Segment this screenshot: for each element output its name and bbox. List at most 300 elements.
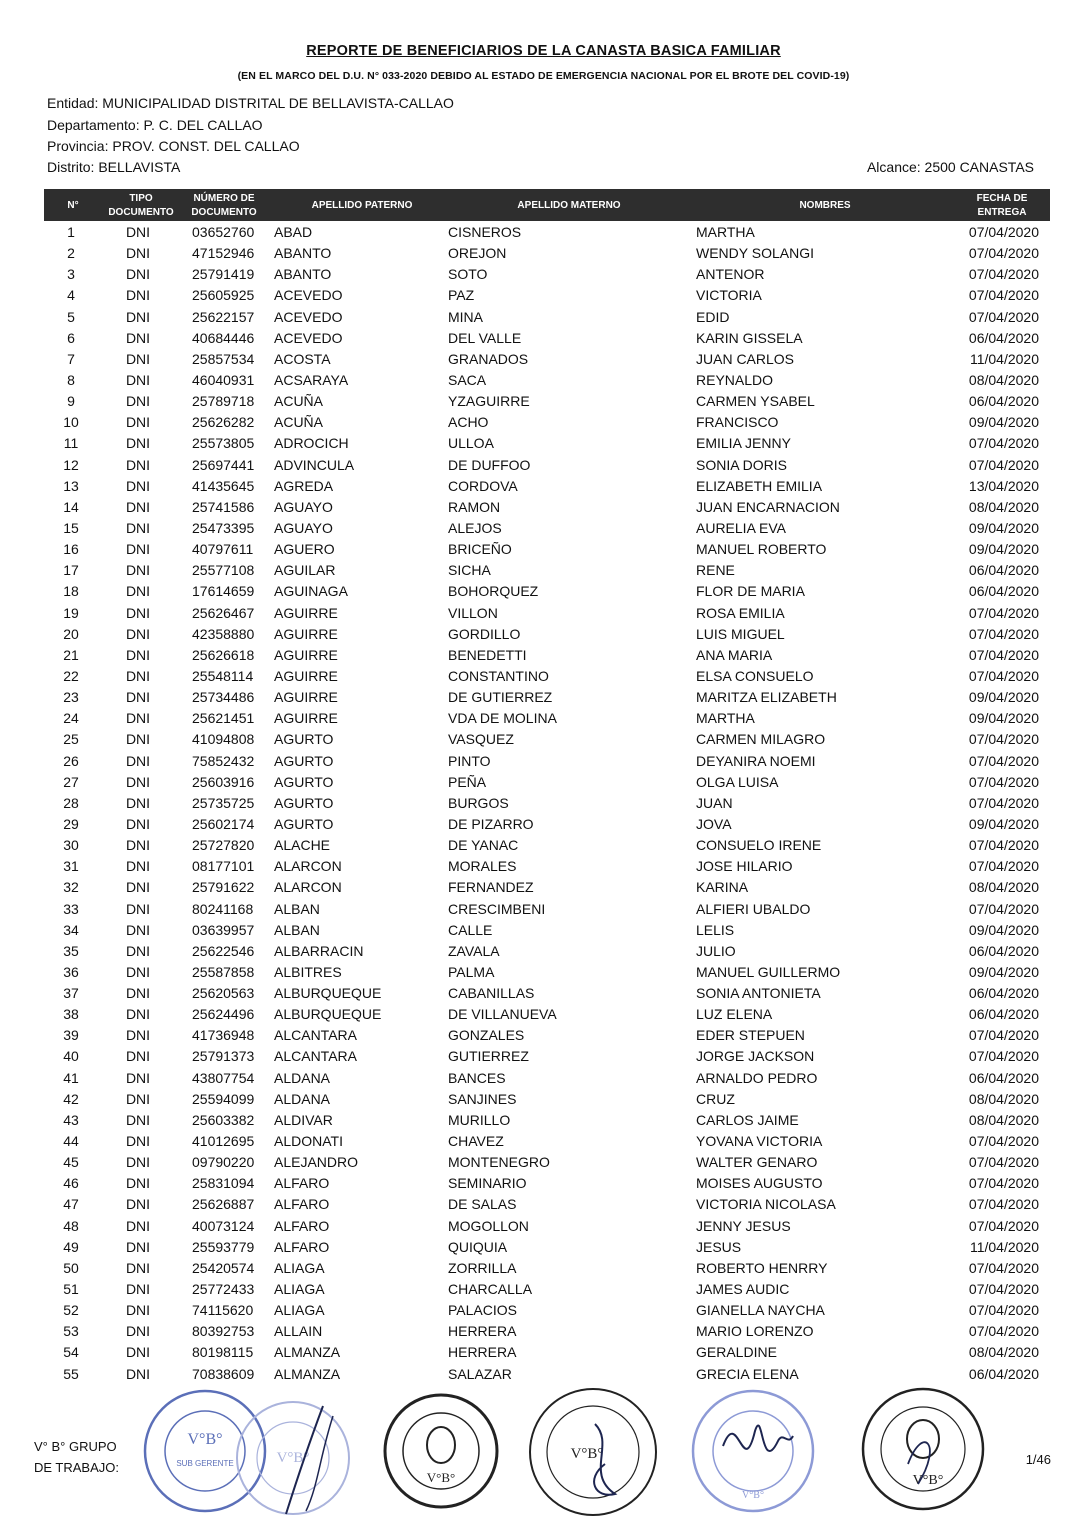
row-doc-number: 41094808 xyxy=(192,731,255,748)
row-apellido-paterno: ACUÑA xyxy=(274,393,324,410)
row-apellido-materno: GORDILLO xyxy=(448,625,521,642)
row-number: 34 xyxy=(63,921,79,938)
header-tipo xyxy=(104,192,178,220)
row-fecha-entrega: 08/04/2020 xyxy=(968,1111,1039,1128)
row-apellido-paterno: ALBURQUEQUE xyxy=(274,985,382,1002)
row-number: 14 xyxy=(63,498,79,515)
row-apellido-paterno: ALFARO xyxy=(274,1175,330,1192)
table-row xyxy=(0,708,1087,729)
row-number: 16 xyxy=(63,541,79,558)
row-apellido-paterno: AGURTO xyxy=(274,731,334,748)
row-doc-type: DNI xyxy=(125,1133,151,1150)
row-doc-number: 41435645 xyxy=(192,477,255,494)
table-row xyxy=(0,222,1087,243)
row-doc-number: 25577108 xyxy=(192,562,255,579)
row-doc-type: DNI xyxy=(125,815,151,832)
row-doc-type: DNI xyxy=(125,1196,151,1213)
row-doc-type: DNI xyxy=(125,858,151,875)
row-apellido-materno: FERNANDEZ xyxy=(448,879,534,896)
row-fecha-entrega: 07/04/2020 xyxy=(968,1027,1039,1044)
row-apellido-materno: SANJINES xyxy=(448,1090,517,1107)
row-number: 45 xyxy=(63,1154,79,1171)
table-row xyxy=(0,899,1087,920)
row-nombres: MARTHA xyxy=(696,224,755,240)
table-row xyxy=(0,539,1087,560)
row-doc-type: DNI xyxy=(125,1027,151,1044)
row-doc-type: DNI xyxy=(125,1006,151,1023)
row-doc-type: DNI xyxy=(125,1090,151,1107)
row-doc-type: DNI xyxy=(125,1175,151,1192)
row-apellido-materno: HERRERA xyxy=(448,1344,517,1361)
row-apellido-materno: PALMA xyxy=(448,963,495,980)
row-nombres: JUAN ENCARNACION xyxy=(696,498,840,515)
table-row xyxy=(0,983,1087,1004)
row-apellido-paterno: AGUILAR xyxy=(274,562,336,579)
table-row xyxy=(0,455,1087,476)
table-row xyxy=(0,1025,1087,1046)
row-doc-type: DNI xyxy=(125,942,151,959)
row-fecha-entrega: 07/04/2020 xyxy=(968,456,1039,473)
row-apellido-paterno: ALLAIN xyxy=(274,1323,323,1340)
table-row xyxy=(0,962,1087,983)
row-doc-number: 47152946 xyxy=(192,245,255,262)
row-nombres: MANUEL GUILLERMO xyxy=(696,963,841,980)
row-doc-type: DNI xyxy=(125,879,151,896)
row-fecha-entrega: 07/04/2020 xyxy=(968,1175,1039,1192)
meta-distrito: Distrito: BELLAVISTA xyxy=(47,159,181,175)
row-apellido-paterno: AGUINAGA xyxy=(274,583,348,600)
row-fecha-entrega: 06/04/2020 xyxy=(968,985,1039,1002)
row-fecha-entrega: 07/04/2020 xyxy=(968,625,1039,642)
row-nombres: REYNALDO xyxy=(696,371,774,388)
table-row xyxy=(0,1152,1087,1173)
row-fecha-entrega: 13/04/2020 xyxy=(968,477,1039,494)
row-doc-number: 25603916 xyxy=(192,773,255,790)
row-apellido-materno: CRESCIMBENI xyxy=(448,900,546,917)
row-doc-number: 03652760 xyxy=(192,224,255,240)
row-fecha-entrega: 06/04/2020 xyxy=(968,942,1039,959)
row-doc-number: 25727820 xyxy=(192,837,255,854)
row-doc-number: 25548114 xyxy=(192,667,254,684)
header-fecha-line1: FECHA DE xyxy=(976,193,1028,204)
row-doc-number: 40073124 xyxy=(192,1217,255,1234)
vb-line2: DE TRABAJO: xyxy=(34,1460,120,1475)
row-doc-type: DNI xyxy=(125,710,151,727)
row-nombres: LUZ ELENA xyxy=(696,1006,773,1023)
row-number: 15 xyxy=(63,519,79,536)
row-doc-number: 25587858 xyxy=(192,963,255,980)
row-fecha-entrega: 09/04/2020 xyxy=(968,414,1039,431)
row-apellido-materno: SOTO xyxy=(448,266,488,283)
row-doc-type: DNI xyxy=(125,1111,151,1128)
row-fecha-entrega: 07/04/2020 xyxy=(968,900,1039,917)
row-fecha-entrega: 06/04/2020 xyxy=(968,393,1039,410)
row-doc-type: DNI xyxy=(125,731,151,748)
seal-logistica xyxy=(380,1390,502,1512)
row-apellido-materno: DE YANAC xyxy=(448,837,519,854)
row-doc-number: 41736948 xyxy=(192,1027,255,1044)
row-nombres: VICTORIA xyxy=(696,287,762,304)
row-apellido-paterno: ACEVEDO xyxy=(274,308,343,325)
row-doc-number: 43807754 xyxy=(192,1069,255,1086)
row-apellido-materno: OREJON xyxy=(448,245,507,262)
header-paterno: APELLIDO PATERNO xyxy=(311,200,413,211)
row-apellido-materno: GRANADOS xyxy=(448,350,529,367)
row-fecha-entrega: 07/04/2020 xyxy=(968,646,1039,663)
row-doc-type: DNI xyxy=(125,1238,151,1255)
svg-text:V°B°: V°B° xyxy=(276,1450,310,1466)
svg-text:SUB GERENTE: SUB GERENTE xyxy=(176,1459,234,1468)
row-apellido-materno: RAMON xyxy=(448,498,501,515)
row-doc-number: 08177101 xyxy=(192,858,255,875)
row-apellido-paterno: ADVINCULA xyxy=(274,456,355,473)
row-doc-number: 25741586 xyxy=(192,498,255,515)
row-number: 23 xyxy=(63,689,79,706)
row-fecha-entrega: 08/04/2020 xyxy=(968,1090,1039,1107)
row-doc-type: DNI xyxy=(125,921,151,938)
row-nombres: JOVA xyxy=(696,815,732,832)
row-apellido-materno: MURILLO xyxy=(448,1111,511,1128)
row-apellido-materno: PEÑA xyxy=(448,773,487,790)
table-row xyxy=(0,687,1087,708)
row-number: 53 xyxy=(63,1323,79,1340)
table-row xyxy=(0,560,1087,581)
vb-grupo-trabajo xyxy=(34,1436,119,1478)
row-doc-type: DNI xyxy=(125,1302,151,1319)
row-apellido-materno: DE SALAS xyxy=(448,1196,517,1213)
row-nombres: MOISES AUGUSTO xyxy=(696,1175,823,1192)
row-number: 10 xyxy=(63,414,79,431)
row-apellido-paterno: ALDANA xyxy=(274,1090,331,1107)
row-doc-type: DNI xyxy=(125,773,151,790)
row-number: 33 xyxy=(63,900,79,917)
row-apellido-paterno: ALACHE xyxy=(274,837,331,854)
row-fecha-entrega: 07/04/2020 xyxy=(968,1302,1039,1319)
row-doc-type: DNI xyxy=(125,329,151,346)
row-doc-type: DNI xyxy=(125,646,151,663)
row-apellido-materno: BANCES xyxy=(448,1069,506,1086)
meta-entidad: Entidad: MUNICIPALIDAD DISTRITAL DE BELLAVISTA-CALLAO xyxy=(47,95,454,111)
row-doc-number: 40797611 xyxy=(192,541,254,558)
row-fecha-entrega: 07/04/2020 xyxy=(968,1323,1039,1340)
row-apellido-paterno: ALIAGA xyxy=(274,1281,325,1298)
row-doc-type: DNI xyxy=(125,900,151,917)
row-number: 5 xyxy=(67,308,75,325)
header-materno: APELLIDO MATERNO xyxy=(517,200,621,211)
row-doc-type: DNI xyxy=(125,456,151,473)
row-apellido-materno: MORALES xyxy=(448,858,517,875)
row-nombres: VICTORIA NICOLASA xyxy=(696,1196,836,1213)
row-doc-type: DNI xyxy=(125,583,151,600)
row-number: 4 xyxy=(67,287,75,304)
row-doc-number: 25697441 xyxy=(192,456,255,473)
row-nombres: CARLOS JAIME xyxy=(696,1111,799,1128)
table-row xyxy=(0,1321,1087,1342)
row-apellido-paterno: ABAD xyxy=(274,224,313,240)
row-nombres: CARMEN MILAGRO xyxy=(696,731,826,748)
row-doc-type: DNI xyxy=(125,625,151,642)
row-number: 52 xyxy=(63,1302,79,1319)
row-number: 41 xyxy=(63,1069,79,1086)
table-row xyxy=(0,581,1087,602)
row-number: 50 xyxy=(63,1259,79,1276)
row-apellido-materno: MINA xyxy=(448,308,483,325)
row-apellido-paterno: AGUIRRE xyxy=(274,710,338,727)
row-apellido-materno: BENEDETTI xyxy=(448,646,527,663)
row-doc-number: 25602174 xyxy=(192,815,255,832)
row-nombres: FLOR DE MARIA xyxy=(696,583,805,600)
row-fecha-entrega: 07/04/2020 xyxy=(968,308,1039,325)
row-number: 44 xyxy=(63,1133,79,1150)
row-nombres: KARINA xyxy=(696,879,749,896)
row-apellido-materno: BOHORQUEZ xyxy=(448,583,539,600)
table-row xyxy=(0,349,1087,370)
row-apellido-paterno: ALBARRACIN xyxy=(274,942,364,959)
row-doc-number: 25593779 xyxy=(192,1238,255,1255)
row-apellido-paterno: ALDIVAR xyxy=(274,1111,333,1128)
header-fecha-line2: ENTREGA xyxy=(977,207,1027,218)
table-row xyxy=(0,624,1087,645)
row-doc-number: 25594099 xyxy=(192,1090,255,1107)
row-apellido-materno: CISNEROS xyxy=(448,224,522,240)
row-apellido-paterno: ALDONATI xyxy=(274,1133,343,1150)
row-nombres: JORGE JACKSON xyxy=(696,1048,815,1065)
row-doc-type: DNI xyxy=(125,1154,151,1171)
row-doc-type: DNI xyxy=(125,519,151,536)
row-nombres: MARIO LORENZO xyxy=(696,1323,814,1340)
header-tipo-line2: DOCUMENTO xyxy=(108,207,174,218)
row-doc-type: DNI xyxy=(125,541,151,558)
row-apellido-paterno: ALEJANDRO xyxy=(274,1154,359,1171)
row-number: 28 xyxy=(63,794,79,811)
row-apellido-paterno: AGREDA xyxy=(274,477,334,494)
row-nombres: LUIS MIGUEL xyxy=(696,625,785,642)
row-number: 24 xyxy=(63,710,79,727)
row-number: 17 xyxy=(63,562,79,579)
row-doc-number: 25791622 xyxy=(192,879,255,896)
row-fecha-entrega: 07/04/2020 xyxy=(968,1154,1039,1171)
row-doc-number: 25772433 xyxy=(192,1281,255,1298)
table-row xyxy=(0,1216,1087,1237)
row-number: 51 xyxy=(63,1281,79,1298)
row-apellido-paterno: AGURTO xyxy=(274,815,334,832)
row-apellido-paterno: ALFARO xyxy=(274,1238,330,1255)
row-doc-number: 25791419 xyxy=(192,266,255,283)
row-fecha-entrega: 09/04/2020 xyxy=(968,921,1039,938)
table-row xyxy=(0,476,1087,497)
table-row xyxy=(0,328,1087,349)
row-nombres: JENNY JESUS xyxy=(696,1217,791,1234)
row-apellido-materno: ACHO xyxy=(448,414,489,431)
row-number: 55 xyxy=(63,1365,79,1382)
row-doc-type: DNI xyxy=(125,245,151,262)
row-fecha-entrega: 09/04/2020 xyxy=(968,963,1039,980)
row-doc-number: 40684446 xyxy=(192,329,255,346)
row-number: 42 xyxy=(63,1090,79,1107)
table-row xyxy=(0,603,1087,624)
row-fecha-entrega: 07/04/2020 xyxy=(968,224,1039,240)
row-apellido-paterno: AGUIRRE xyxy=(274,646,338,663)
row-number: 2 xyxy=(67,245,75,262)
row-doc-type: DNI xyxy=(125,985,151,1002)
row-apellido-paterno: ALBITRES xyxy=(274,963,342,980)
row-nombres: SONIA DORIS xyxy=(696,456,788,473)
table-row xyxy=(0,1046,1087,1067)
row-fecha-entrega: 07/04/2020 xyxy=(968,266,1039,283)
row-nombres: ELSA CONSUELO xyxy=(696,667,814,684)
row-nombres: DEYANIRA NOEMI xyxy=(696,752,816,769)
row-apellido-materno: CHAVEZ xyxy=(448,1133,504,1150)
row-doc-number: 25620563 xyxy=(192,985,255,1002)
row-number: 40 xyxy=(63,1048,79,1065)
row-nombres: ELIZABETH EMILIA xyxy=(696,477,823,494)
row-apellido-materno: DEL VALLE xyxy=(448,329,522,346)
row-nombres: EMILIA JENNY xyxy=(696,435,791,452)
row-apellido-paterno: AGUAYO xyxy=(274,498,333,515)
row-apellido-materno: PALACIOS xyxy=(448,1302,517,1319)
row-fecha-entrega: 11/04/2020 xyxy=(969,350,1039,367)
row-fecha-entrega: 08/04/2020 xyxy=(968,371,1039,388)
header-numero xyxy=(184,192,264,220)
row-nombres: MARTHA xyxy=(696,710,755,727)
row-doc-type: DNI xyxy=(125,477,151,494)
row-apellido-paterno: ALCANTARA xyxy=(274,1027,357,1044)
row-nombres: RENE xyxy=(696,562,735,579)
header-numero-line2: DOCUMENTO xyxy=(191,207,257,218)
row-doc-number: 25621451 xyxy=(192,710,255,727)
row-nombres: KARIN GISSELA xyxy=(696,329,803,346)
row-apellido-paterno: ALIAGA xyxy=(274,1259,325,1276)
row-apellido-materno: QUIQUIA xyxy=(448,1238,508,1255)
row-doc-type: DNI xyxy=(125,350,151,367)
svg-text:V°B°: V°B° xyxy=(187,1431,223,1448)
row-apellido-materno: DE VILLANUEVA xyxy=(448,1006,557,1023)
table-row xyxy=(0,814,1087,835)
row-doc-number: 80392753 xyxy=(192,1323,255,1340)
row-fecha-entrega: 07/04/2020 xyxy=(968,1217,1039,1234)
row-apellido-paterno: ALMANZA xyxy=(274,1365,341,1382)
row-apellido-paterno: ALBAN xyxy=(274,900,320,917)
row-apellido-paterno: ABANTO xyxy=(274,245,332,262)
table-row xyxy=(0,751,1087,772)
row-doc-type: DNI xyxy=(125,794,151,811)
row-nombres: WALTER GENARO xyxy=(696,1154,818,1171)
row-number: 31 xyxy=(63,858,79,875)
row-fecha-entrega: 07/04/2020 xyxy=(968,1048,1039,1065)
table-row xyxy=(0,1194,1087,1215)
table-row xyxy=(0,666,1087,687)
row-fecha-entrega: 06/04/2020 xyxy=(968,329,1039,346)
row-apellido-paterno: ALMANZA xyxy=(274,1344,341,1361)
row-number: 12 xyxy=(63,456,79,473)
row-doc-type: DNI xyxy=(125,1365,151,1382)
row-nombres: JESUS xyxy=(696,1238,742,1255)
row-number: 26 xyxy=(63,752,79,769)
row-doc-number: 25626467 xyxy=(192,604,255,621)
row-nombres: JAMES AUDIC xyxy=(696,1281,790,1298)
row-doc-type: DNI xyxy=(125,963,151,980)
row-apellido-paterno: AGUAYO xyxy=(274,519,333,536)
row-doc-type: DNI xyxy=(125,498,151,515)
row-nombres: JUAN xyxy=(696,794,733,811)
row-fecha-entrega: 07/04/2020 xyxy=(968,1133,1039,1150)
row-apellido-paterno: AGURTO xyxy=(274,773,334,790)
svg-text:V°B°: V°B° xyxy=(570,1446,604,1462)
row-nombres: JULIO xyxy=(696,942,736,959)
seal-seguridad-ciudadana xyxy=(858,1384,988,1514)
row-apellido-materno: SACA xyxy=(448,371,487,388)
row-number: 20 xyxy=(63,625,79,642)
row-doc-number: 80198115 xyxy=(192,1344,254,1361)
table-row xyxy=(0,285,1087,306)
row-doc-number: 25734486 xyxy=(192,689,255,706)
row-number: 48 xyxy=(63,1217,79,1234)
row-apellido-materno: BURGOS xyxy=(448,794,509,811)
row-nombres: CONSUELO IRENE xyxy=(696,837,822,854)
row-number: 47 xyxy=(63,1196,79,1213)
report-subtitle: (EN EL MARCO DEL D.U. N° 033-2020 DEBIDO AL ESTADO DE EMERGENCIA NACIONAL POR EL BROTE DEL COVID-19) xyxy=(237,70,850,82)
row-doc-type: DNI xyxy=(125,287,151,304)
row-number: 32 xyxy=(63,879,79,896)
row-apellido-paterno: AGUIRRE xyxy=(274,667,338,684)
row-number: 49 xyxy=(63,1238,79,1255)
row-apellido-materno: CALLE xyxy=(448,921,493,938)
row-apellido-paterno: AGURTO xyxy=(274,794,334,811)
row-apellido-paterno: AGUERO xyxy=(274,541,335,558)
row-doc-number: 80241168 xyxy=(192,900,254,917)
row-apellido-paterno: ALIAGA xyxy=(274,1302,325,1319)
row-doc-type: DNI xyxy=(125,604,151,621)
row-nombres: WENDY SOLANGI xyxy=(696,245,814,262)
row-fecha-entrega: 06/04/2020 xyxy=(968,1365,1039,1382)
row-nombres: OLGA LUISA xyxy=(696,773,779,790)
row-number: 11 xyxy=(63,435,79,452)
row-doc-number: 25626618 xyxy=(192,646,255,663)
row-number: 38 xyxy=(63,1006,79,1023)
row-fecha-entrega: 07/04/2020 xyxy=(968,1281,1039,1298)
row-nombres: ANA MARIA xyxy=(696,646,773,663)
header-fecha xyxy=(956,192,1048,220)
row-doc-number: 25791373 xyxy=(192,1048,255,1065)
row-doc-type: DNI xyxy=(125,371,151,388)
table-row xyxy=(0,645,1087,666)
row-doc-type: DNI xyxy=(125,1344,151,1361)
row-fecha-entrega: 09/04/2020 xyxy=(968,689,1039,706)
row-fecha-entrega: 07/04/2020 xyxy=(968,858,1039,875)
row-doc-number: 25622157 xyxy=(192,308,255,325)
table-row xyxy=(0,433,1087,454)
row-apellido-paterno: AGUIRRE xyxy=(274,604,338,621)
row-nombres: FRANCISCO xyxy=(696,414,779,431)
row-number: 19 xyxy=(63,604,79,621)
row-number: 18 xyxy=(63,583,79,600)
row-apellido-materno: MONTENEGRO xyxy=(448,1154,550,1171)
row-apellido-materno: SALAZAR xyxy=(448,1365,512,1382)
row-number: 46 xyxy=(63,1175,79,1192)
row-apellido-paterno: ABANTO xyxy=(274,266,332,283)
row-apellido-paterno: ADROCICH xyxy=(274,435,349,452)
row-doc-type: DNI xyxy=(125,562,151,579)
row-apellido-paterno: AGURTO xyxy=(274,752,334,769)
row-doc-number: 25735725 xyxy=(192,794,255,811)
row-fecha-entrega: 07/04/2020 xyxy=(968,604,1039,621)
row-nombres: AURELIA EVA xyxy=(696,519,787,536)
vb-line1: V° B° GRUPO xyxy=(34,1439,117,1454)
report-title: REPORTE DE BENEFICIARIOS DE LA CANASTA BASICA FAMILIAR xyxy=(306,43,781,59)
row-apellido-paterno: ALARCON xyxy=(274,858,342,875)
row-fecha-entrega: 07/04/2020 xyxy=(968,245,1039,262)
table-row xyxy=(0,1004,1087,1025)
